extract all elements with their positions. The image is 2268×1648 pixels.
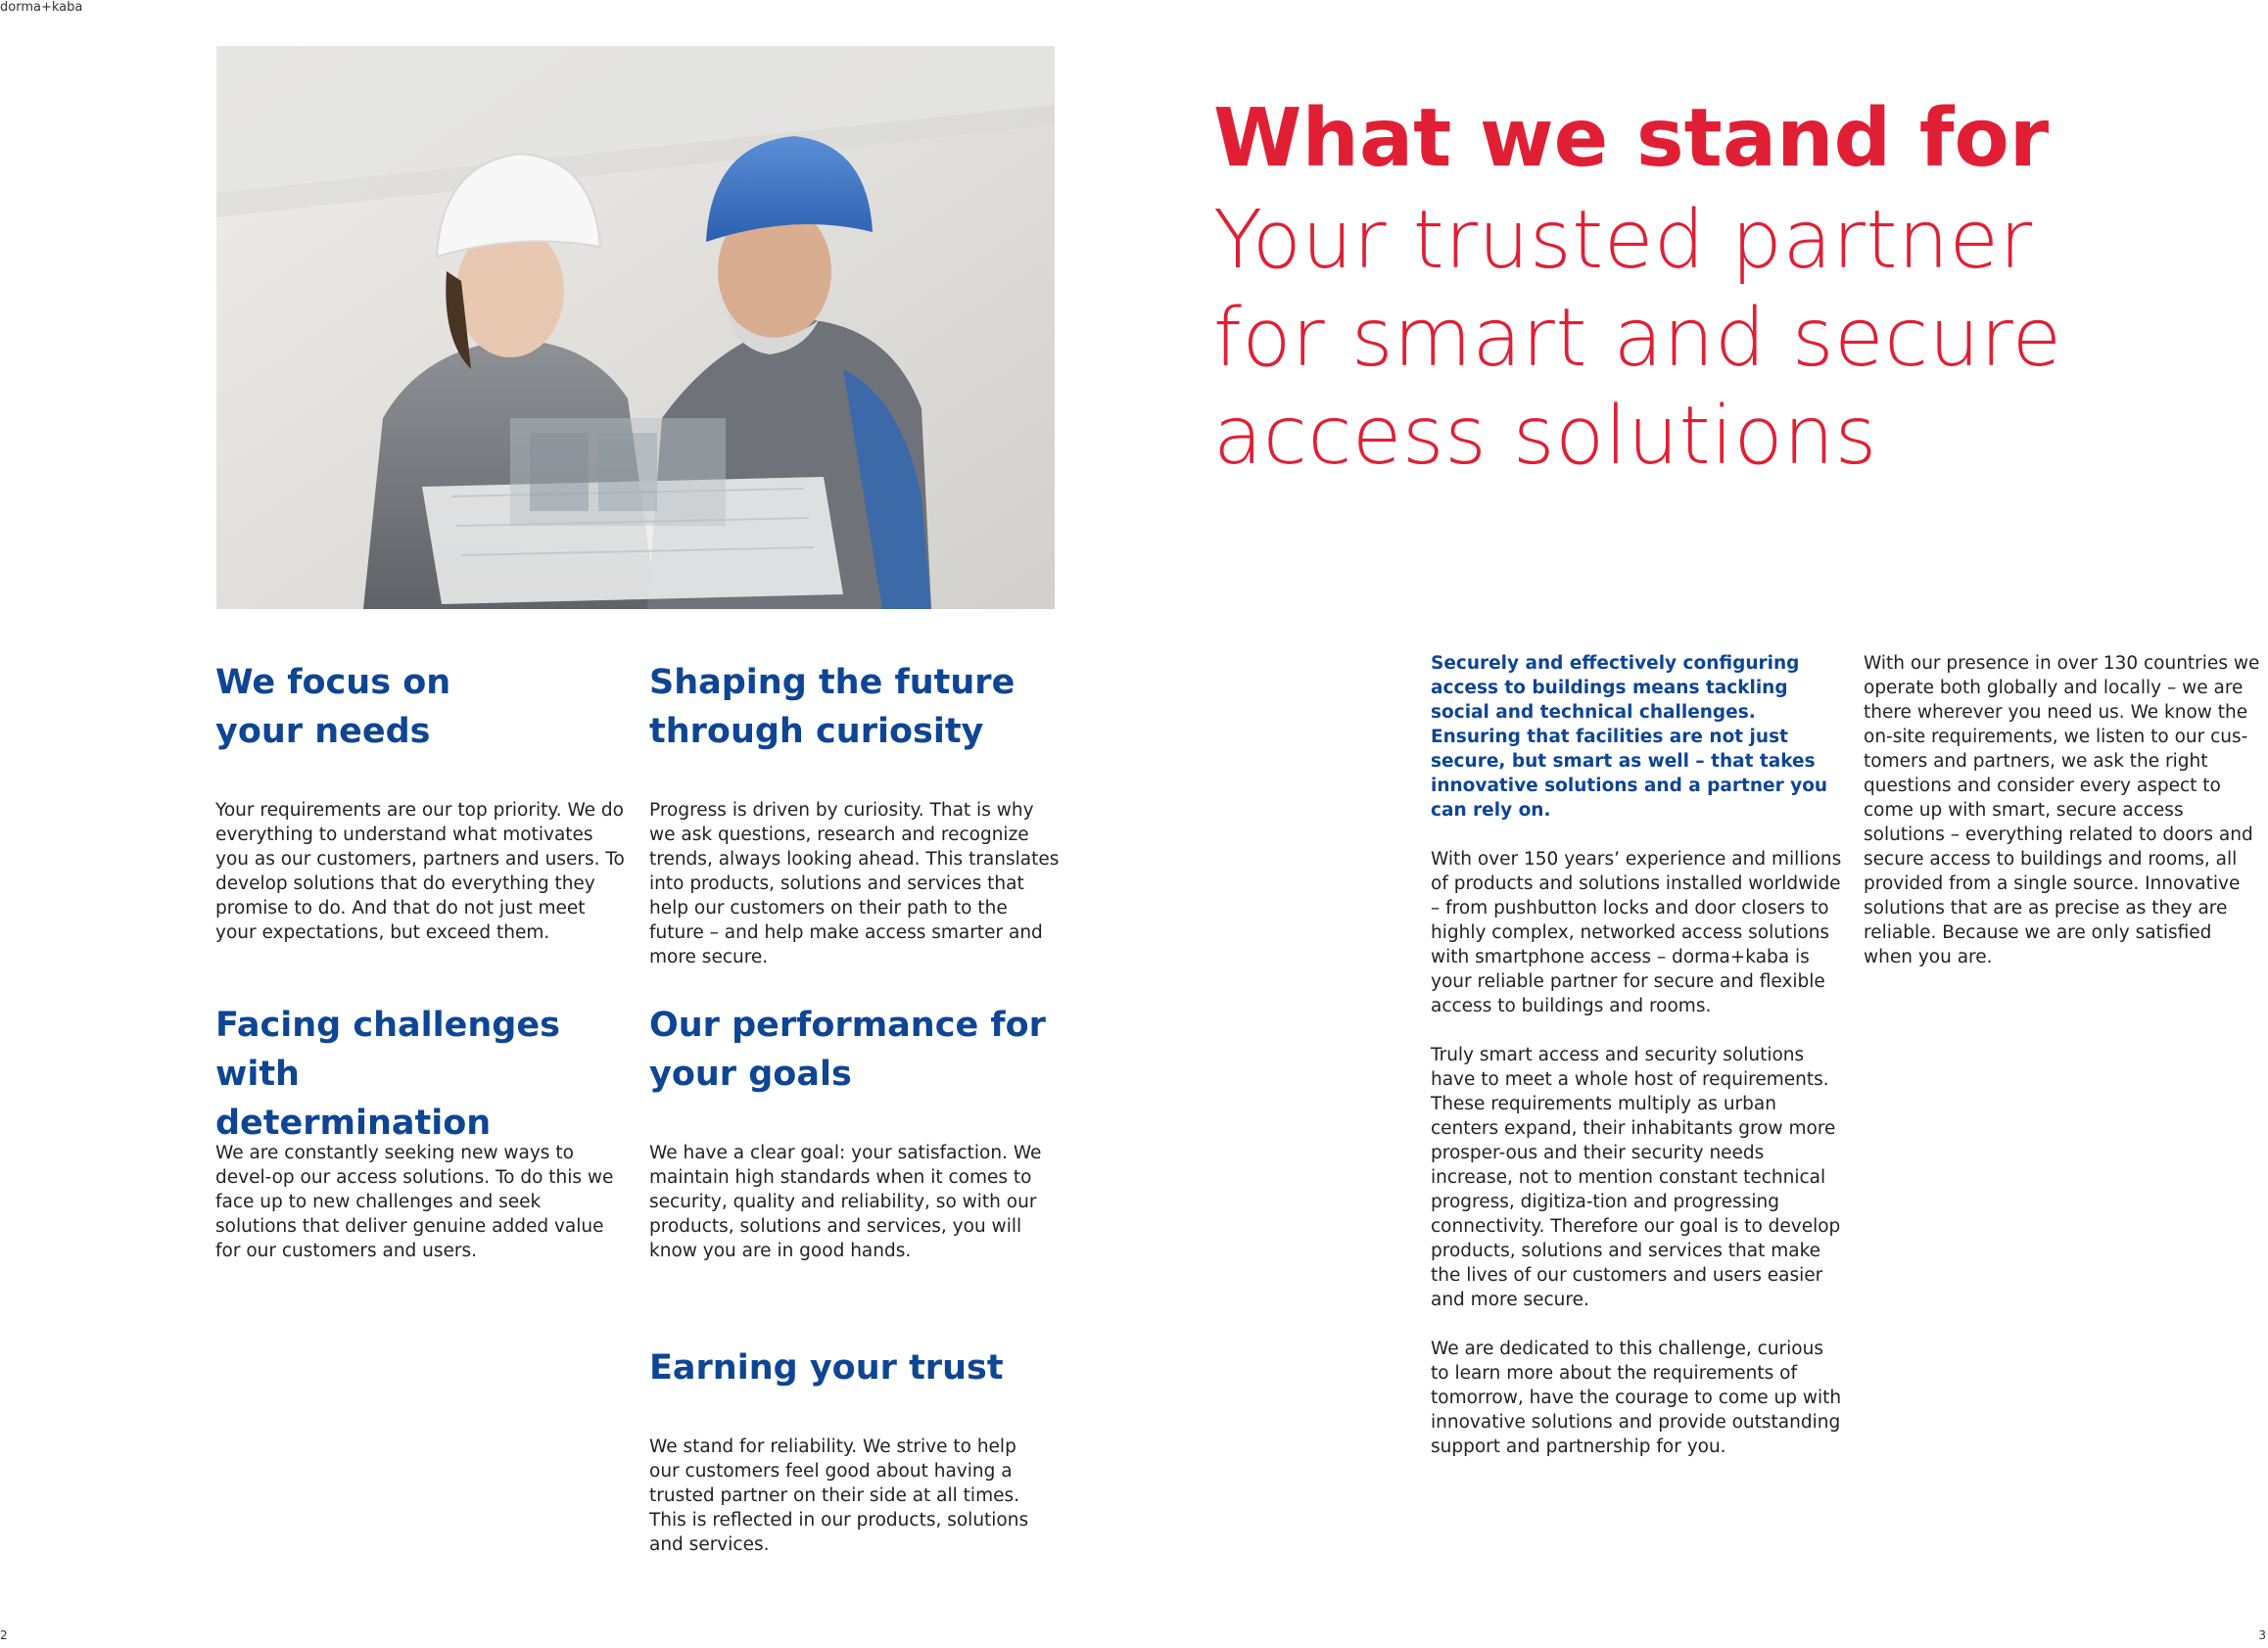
section-body: We are constantly seeking new ways to devel-op our access solutions. To do this we face up to new challenges and seek solutions that deliver genuine added value for our customers and users. — [215, 1143, 614, 1261]
intro-paragraph: We are dedicated to this challenge, curious to learn more about the requirements of tomorrow, have the courage to come up with innovative solutions and provide outstanding support and partnership for you. — [1431, 1339, 1842, 1457]
hero-title: What we stand for — [1213, 92, 2050, 185]
section-heading: Earning your trust — [649, 1348, 1004, 1388]
section-heading: We focus on your needs — [215, 663, 451, 751]
intro-column — [1431, 651, 1842, 1483]
hero-subtitle-line: for smart and secure — [1213, 292, 2062, 385]
brand-label: dorma+kaba — [0, 0, 83, 15]
section-heading: Shaping the future through curiosity — [649, 663, 1016, 751]
hero-subtitle-line: access solutions — [1213, 390, 1877, 483]
presence-column — [1864, 651, 2265, 994]
hero-photo — [216, 46, 1055, 609]
presence-paragraph: With our presence in over 130 countries we operate both globally and locally – we are there wherever you need us. We know the on-site requirements, we listen to our cus-tomers and partners, we ask the right questions and consider every aspect to come up with smart, secure access solutions – everything related to doors and secure access to buildings and rooms, all provided from a single source. Innovative solutions that are as precise as they are reliable. Because we are only satisfied when you are. — [1864, 653, 2260, 967]
hero-subtitle-line: Your trusted partner — [1213, 194, 2033, 287]
section-body: We stand for reliability. We strive to help our customers feel good about having a trusted partner on their side at all times. This is reflected in our products, solutions and services. — [649, 1436, 1029, 1555]
intro-lead: Securely and effectively configuring access to buildings means tackling social and technical challenges. Ensuring that facilities are not just secure, but smart as well – that takes innovative solutions and a partner you can rely on. — [1431, 653, 1828, 821]
intro-paragraph: Truly smart access and security solutions have to meet a whole host of requirements. These requirements multiply as urban centers expand, their inhabitants grow more prosper-ous and their security needs increase, not to mention constant technical progress, digitiza-tion and progressing connectivity. Therefore our goal is to develop products, solutions and services that make the lives of our customers and users easier and more secure. — [1431, 1045, 1841, 1310]
section-body: Your requirements are our top priority. We do everything to understand what motivates you as our customers, partners and users. To develop solutions that do everything they promise to do. And that do not just meet your expectations, but exceed them. — [215, 800, 625, 943]
section-body: We have a clear goal: your satisfaction. We maintain high standards when it comes to security, quality and reliability, so with our products, solutions and services, you will know you are in good hands. — [649, 1143, 1042, 1261]
hero-subtitle — [1213, 192, 2193, 486]
page-number-right: 3 — [2258, 1628, 2266, 1642]
intro-paragraph: With over 150 years’ experience and millions of products and solutions installed worldwide – from pushbutton locks and door closers to highly complex, networked access solutions with smartphone access – dorma+kaba is your reliable partner for secure and flexible access to buildings and rooms. — [1431, 849, 1842, 1016]
section-heading: Our performance for your goals — [649, 1006, 1046, 1094]
section-body: Progress is driven by curiosity. That is why we ask questions, research and recognize trends, always looking ahead. This translates into products, solutions and services that help our customers on their path to the future – and help make access smarter and more secure. — [649, 800, 1060, 967]
page-number-left: 2 — [0, 1628, 8, 1642]
section-heading: Facing challenges with determination — [215, 1006, 560, 1143]
